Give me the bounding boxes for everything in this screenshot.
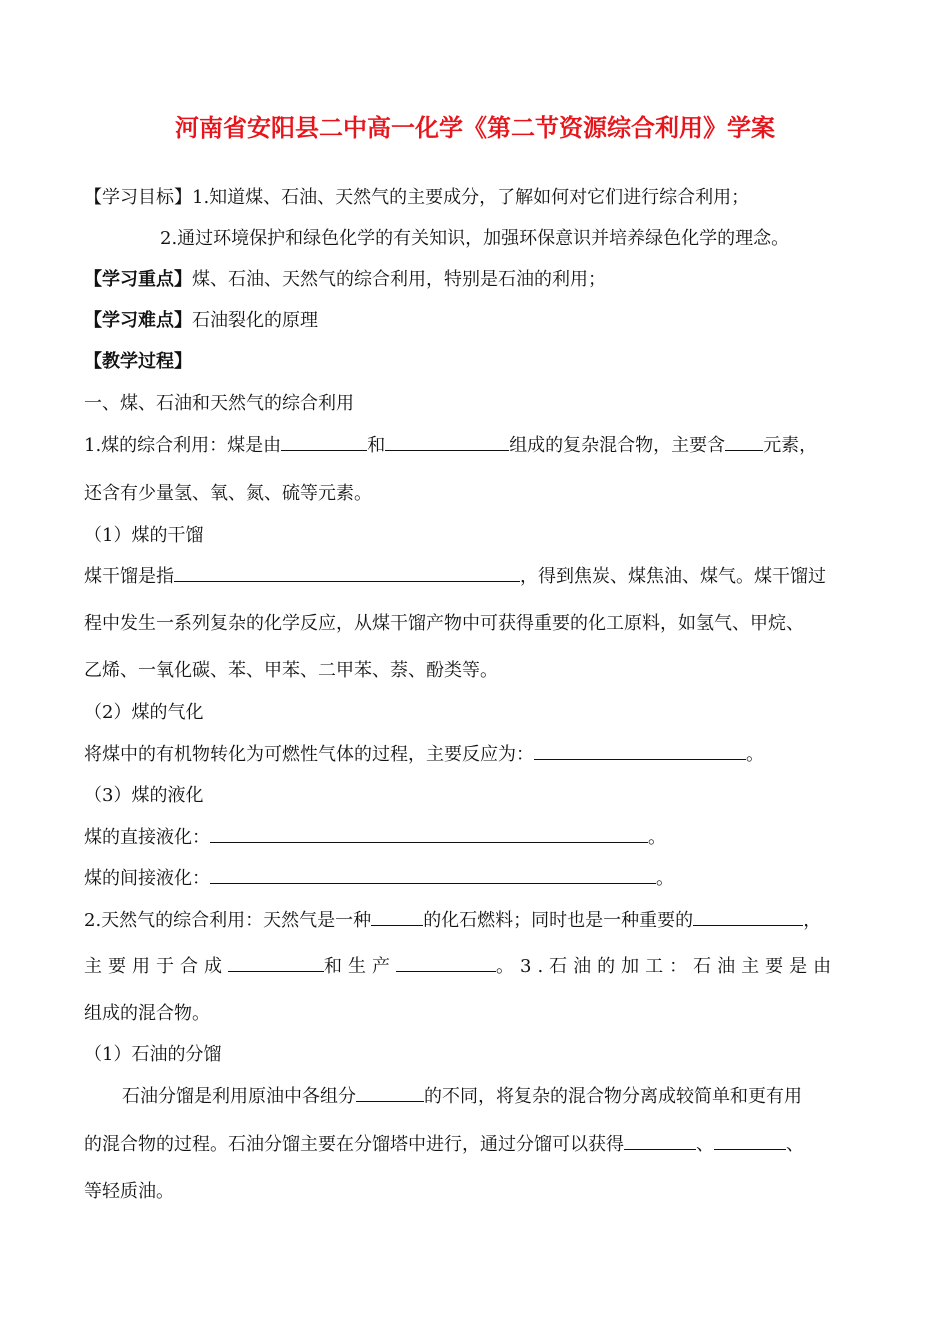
key-points-label: 【学习重点】 bbox=[84, 269, 192, 290]
oil-text-d: 、 bbox=[696, 1134, 714, 1155]
blank-gasification-reaction[interactable] bbox=[534, 743, 746, 760]
blank-dry-distillation-definition[interactable] bbox=[174, 565, 520, 582]
section-heading-1: 一、煤、石油和天然气的综合利用 bbox=[84, 393, 354, 414]
goals-item-2: 2.通过环境保护和绿色化学的有关知识，加强环保意识并培养绿色化学的理念。 bbox=[160, 228, 790, 249]
direct-liquefaction-label: 煤的直接液化： bbox=[84, 827, 210, 848]
coal-dry-distillation-line-1 bbox=[84, 565, 826, 589]
coal-dry-distillation-line-2: 程中发生一系列复杂的化学反应，从煤干馏产物中可获得重要的化工原料，如氢气、甲烷、 bbox=[84, 613, 804, 634]
oil-text-e: 、 bbox=[786, 1134, 804, 1155]
coal-composition-line-2: 还含有少量氢、氧、氮、硫等元素。 bbox=[84, 483, 372, 504]
blank-production-product[interactable] bbox=[396, 955, 496, 972]
difficult-points-text: 石油裂化的原理 bbox=[192, 310, 318, 331]
gas-text-b: 。 bbox=[746, 744, 764, 765]
coal-text-b: 和 bbox=[367, 435, 386, 456]
oil-distillation-title: （1）石油的分馏 bbox=[84, 1044, 222, 1065]
ng-text-f: 。3.石油的加工：石油主要是由 bbox=[496, 956, 838, 977]
blank-indirect-liquefaction[interactable] bbox=[210, 867, 656, 884]
blank-coal-element[interactable] bbox=[725, 434, 763, 451]
oil-text-a: 石油分馏是利用原油中各组分 bbox=[122, 1086, 356, 1107]
coal-dry-distillation-title: （1）煤的干馏 bbox=[84, 525, 204, 546]
coal-text-d: 元素， bbox=[763, 435, 818, 456]
natural-gas-line-1 bbox=[84, 909, 821, 933]
coal-gasification-title: （2）煤的气化 bbox=[84, 702, 204, 723]
difficult-points-line bbox=[84, 309, 318, 333]
gas-text-a: 将煤中的有机物转化为可燃性气体的过程，主要反应为： bbox=[84, 744, 534, 765]
dry-text-a: 煤干馏是指 bbox=[84, 566, 174, 587]
natural-gas-line-2 bbox=[84, 955, 837, 979]
ng-text-c: ， bbox=[803, 910, 822, 931]
goals-line-2 bbox=[160, 227, 789, 251]
blank-boiling-point[interactable] bbox=[356, 1085, 424, 1102]
coal-dry-distillation-line-3: 乙烯、一氧化碳、苯、甲苯、二甲苯、萘、酚类等。 bbox=[84, 660, 498, 681]
key-points-text: 煤、石油、天然气的综合利用，特别是石油的利用； bbox=[192, 269, 606, 290]
key-points-line bbox=[84, 268, 606, 292]
blank-coal-component-2[interactable] bbox=[385, 434, 509, 451]
process-label: 【教学过程】 bbox=[84, 351, 192, 372]
difficult-points-label: 【学习难点】 bbox=[84, 310, 192, 331]
period: 。 bbox=[648, 827, 666, 848]
oil-distillation-line-2 bbox=[84, 1133, 804, 1157]
oil-distillation-line-3: 等轻质油。 bbox=[84, 1181, 174, 1202]
period: 。 bbox=[656, 868, 674, 889]
goals-label: 【学习目标】 bbox=[84, 187, 192, 208]
blank-synthesis-product[interactable] bbox=[228, 955, 324, 972]
coal-indirect-liquefaction-line bbox=[84, 867, 674, 891]
oil-composition-line: 组成的混合物。 bbox=[84, 1003, 210, 1024]
oil-text-c: 的混合物的过程。石油分馏主要在分馏塔中进行，通过分馏可以获得 bbox=[84, 1134, 624, 1155]
ng-text-d: 主要用于合成 bbox=[84, 956, 228, 977]
blank-direct-liquefaction[interactable] bbox=[210, 826, 648, 843]
coal-direct-liquefaction-line bbox=[84, 826, 666, 850]
ng-text-b: 的化石燃料；同时也是一种重要的 bbox=[423, 910, 694, 931]
blank-light-oil-1[interactable] bbox=[624, 1133, 696, 1150]
process-line bbox=[84, 350, 192, 374]
oil-text-b: 的不同，将复杂的混合物分离成较简单和更有用 bbox=[424, 1086, 802, 1107]
dry-text-b: ，得到焦炭、煤焦油、煤气。煤干馏过 bbox=[520, 566, 826, 587]
blank-light-oil-2[interactable] bbox=[714, 1133, 786, 1150]
oil-distillation-line-1 bbox=[122, 1085, 802, 1109]
coal-composition-line bbox=[84, 434, 817, 458]
page-title: 河南省安阳县二中高一化学《第二节资源综合利用》学案 bbox=[175, 114, 775, 142]
goals-line-1 bbox=[84, 186, 749, 210]
ng-text-e: 和生产 bbox=[324, 956, 396, 977]
indirect-liquefaction-label: 煤的间接液化： bbox=[84, 868, 210, 889]
blank-natural-gas-use[interactable] bbox=[693, 909, 803, 926]
coal-text-c: 组成的复杂混合物，主要含 bbox=[509, 435, 726, 456]
blank-coal-component-1[interactable] bbox=[281, 434, 367, 451]
ng-text-a: 2.天然气的综合利用：天然气是一种 bbox=[84, 910, 372, 931]
blank-natural-gas-type[interactable] bbox=[371, 909, 423, 926]
goals-item-1: 1.知道煤、石油、天然气的主要成分，了解如何对它们进行综合利用； bbox=[192, 187, 750, 208]
coal-liquefaction-title: （3）煤的液化 bbox=[84, 785, 204, 806]
coal-gasification-line bbox=[84, 743, 764, 767]
coal-text-a: 1.煤的综合利用：煤是由 bbox=[84, 435, 282, 456]
